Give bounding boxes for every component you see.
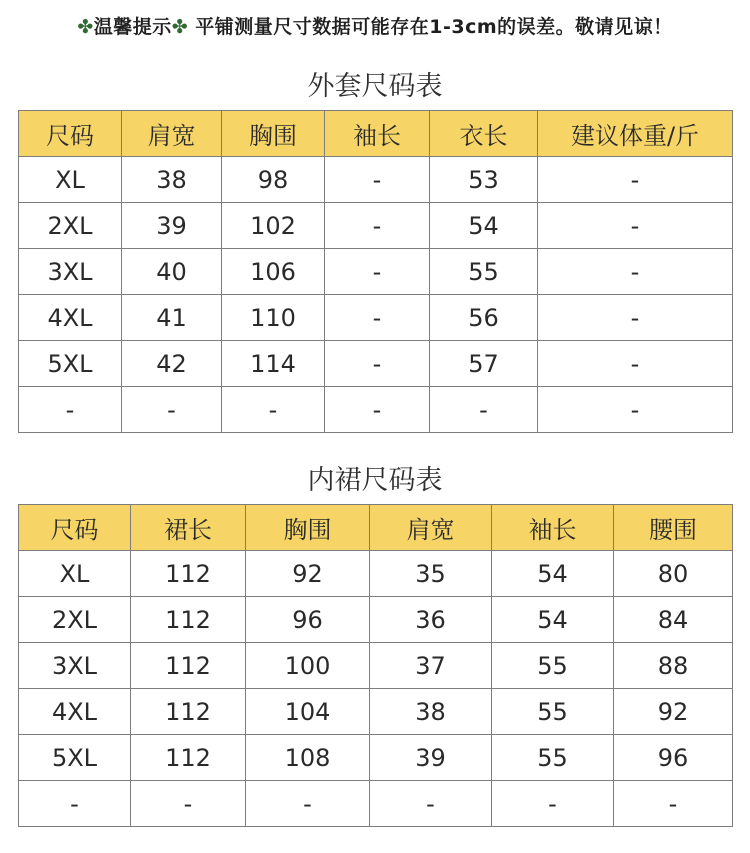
column-header: 腰围 <box>614 505 733 551</box>
column-header: 肩宽 <box>122 111 222 157</box>
column-header: 衣长 <box>430 111 538 157</box>
table-cell: - <box>370 781 492 827</box>
table-row <box>19 689 733 735</box>
column-header: 胸围 <box>222 111 325 157</box>
table-cell: - <box>492 781 614 827</box>
table-cell: - <box>122 387 222 433</box>
table-cell: - <box>538 249 733 295</box>
table-row <box>19 597 733 643</box>
table-cell: 102 <box>222 203 325 249</box>
table-cell: 38 <box>370 689 492 735</box>
measurement-notice <box>0 12 750 39</box>
notice-text: 平铺测量尺寸数据可能存在1-3cm的误差。敬请见谅！ <box>195 16 673 38</box>
column-header: 裙长 <box>131 505 246 551</box>
tip-label: 温馨提示 <box>93 16 172 38</box>
table-cell: 106 <box>222 249 325 295</box>
dress-size-title: 内裙尺码表 <box>307 465 443 496</box>
table-cell: - <box>325 295 430 341</box>
table-cell: 40 <box>122 249 222 295</box>
table-row <box>19 341 733 387</box>
table-cell: 4XL <box>19 295 122 341</box>
table-cell: 88 <box>614 643 733 689</box>
table-cell: 3XL <box>19 249 122 295</box>
table-cell: - <box>246 781 370 827</box>
table-cell: 100 <box>246 643 370 689</box>
jacket-size-title: 外套尺码表 <box>307 71 443 102</box>
table-cell: - <box>325 341 430 387</box>
table-row <box>19 295 733 341</box>
clover-icon: ✤ <box>171 16 189 38</box>
table-cell: 3XL <box>19 643 131 689</box>
table-cell: - <box>538 295 733 341</box>
table-cell: 84 <box>614 597 733 643</box>
table-row <box>19 249 733 295</box>
table-cell: - <box>538 341 733 387</box>
table-cell: 112 <box>131 597 246 643</box>
table-row <box>19 203 733 249</box>
table-row <box>19 157 733 203</box>
table-cell: 112 <box>131 551 246 597</box>
table-cell: - <box>614 781 733 827</box>
table-cell: - <box>538 387 733 433</box>
table-cell: 5XL <box>19 341 122 387</box>
table-row <box>19 643 733 689</box>
table-cell: XL <box>19 157 122 203</box>
table-cell: 98 <box>222 157 325 203</box>
table-cell: 35 <box>370 551 492 597</box>
table-cell: 80 <box>614 551 733 597</box>
table-cell: - <box>430 387 538 433</box>
table-row <box>19 387 733 433</box>
column-header: 袖长 <box>325 111 430 157</box>
table-cell: - <box>325 387 430 433</box>
table-cell: 96 <box>614 735 733 781</box>
table-cell: - <box>538 157 733 203</box>
table-row <box>19 781 733 827</box>
table-cell: 4XL <box>19 689 131 735</box>
table-cell: 5XL <box>19 735 131 781</box>
table-cell: 38 <box>122 157 222 203</box>
clover-icon: ✤ <box>77 16 94 38</box>
table-cell: 112 <box>131 643 246 689</box>
table-cell: 55 <box>492 643 614 689</box>
table-cell: 112 <box>131 735 246 781</box>
table-cell: - <box>538 203 733 249</box>
table-cell: 114 <box>222 341 325 387</box>
table-cell: - <box>19 781 131 827</box>
table-cell: 57 <box>430 341 538 387</box>
table-row <box>19 735 733 781</box>
table-cell: XL <box>19 551 131 597</box>
table-cell: 112 <box>131 689 246 735</box>
table-header-row <box>19 111 733 157</box>
table-cell: 54 <box>430 203 538 249</box>
table-cell: - <box>131 781 246 827</box>
table-cell: 96 <box>246 597 370 643</box>
table-cell: 2XL <box>19 203 122 249</box>
table-cell: 39 <box>370 735 492 781</box>
table-cell: 55 <box>492 735 614 781</box>
table-cell: 54 <box>492 597 614 643</box>
table-cell: 92 <box>614 689 733 735</box>
table-cell: 92 <box>246 551 370 597</box>
table-cell: - <box>19 387 122 433</box>
table-header-row <box>19 505 733 551</box>
table-cell: 55 <box>492 689 614 735</box>
table-cell: 54 <box>492 551 614 597</box>
table-cell: 36 <box>370 597 492 643</box>
table-cell: 41 <box>122 295 222 341</box>
table-cell: 110 <box>222 295 325 341</box>
column-header: 胸围 <box>246 505 370 551</box>
table-cell: 37 <box>370 643 492 689</box>
table-cell: 108 <box>246 735 370 781</box>
table-cell: - <box>325 157 430 203</box>
table-cell: 53 <box>430 157 538 203</box>
table-cell: 42 <box>122 341 222 387</box>
column-header: 建议体重/斤 <box>538 111 733 157</box>
column-header: 尺码 <box>19 111 122 157</box>
table-row <box>19 551 733 597</box>
table-cell: 55 <box>430 249 538 295</box>
jacket-size-table <box>18 110 733 433</box>
table-cell: - <box>325 203 430 249</box>
dress-size-table <box>18 504 733 827</box>
table-cell: 56 <box>430 295 538 341</box>
column-header: 袖长 <box>492 505 614 551</box>
column-header: 肩宽 <box>370 505 492 551</box>
table-cell: - <box>325 249 430 295</box>
table-cell: 104 <box>246 689 370 735</box>
column-header: 尺码 <box>19 505 131 551</box>
table-cell: 2XL <box>19 597 131 643</box>
table-cell: 39 <box>122 203 222 249</box>
table-cell: - <box>222 387 325 433</box>
